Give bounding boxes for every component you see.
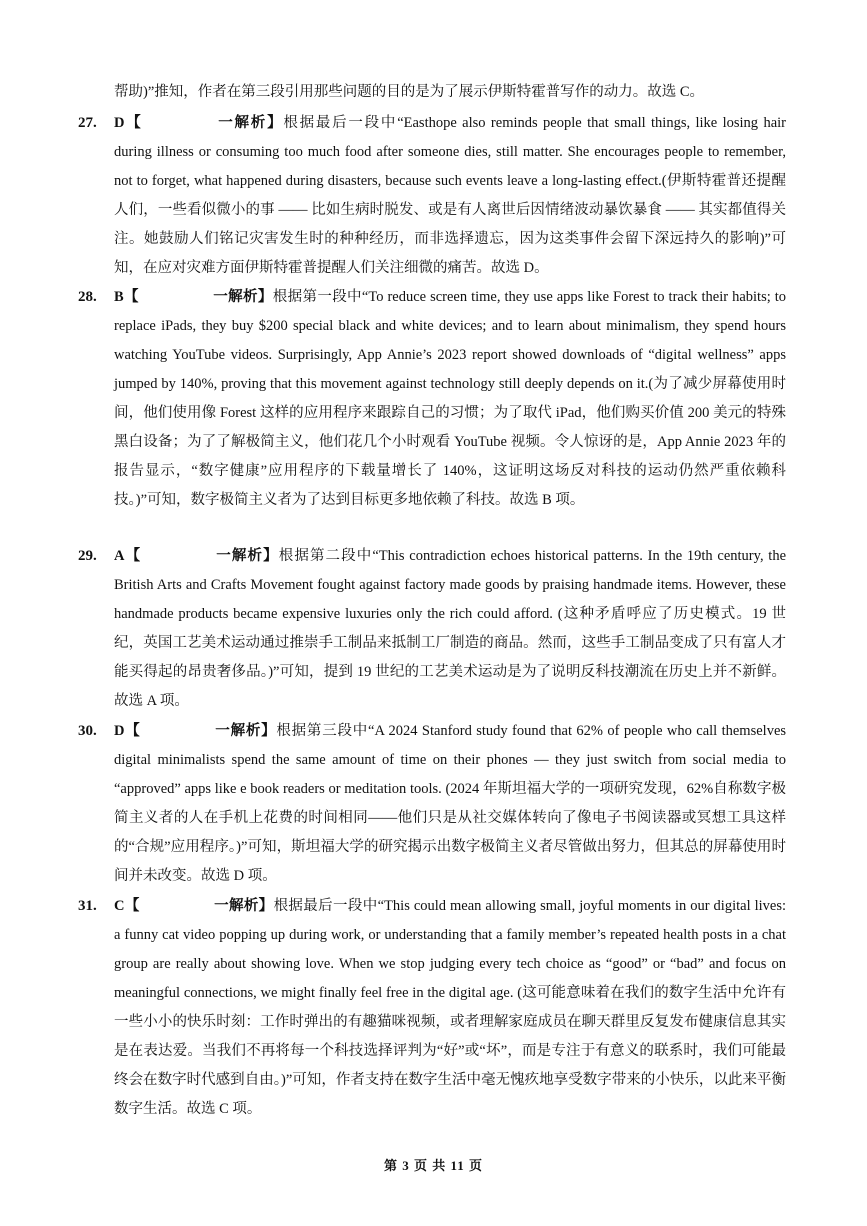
question-number: 30. — [78, 723, 97, 739]
answer-explanation — [114, 283, 786, 515]
answer-explanation — [114, 717, 786, 891]
page-footer: 第 3 页 共 11 页 — [383, 1158, 484, 1173]
explanation-text: 根据最后一段中“Easthope also reminds people that small things, like losing hair during illness or consuming too much food after someone dies, still matter. She encourages people to remember, not to forget, what happened during disasters, because such events leave a long-lasting effect.(伊斯特霍普还提醒人们，一些看似微小的事 —— 比如生病时脱发、或是有人离世后因情绪波动暴饮暴食 —— 其实都值得关注。她鼓励人们铭记灾害发生时的种种经历，而非选择遗忘，因为这类事件会留下深远持久的影响)”可知，在应对灾难方面伊斯特霍普提醒人们关注细微的痛苦。故选 D。 — [114, 115, 786, 276]
answer-item-30 — [78, 717, 786, 891]
answer-choice: D — [114, 115, 125, 131]
answer-item-31 — [78, 892, 786, 1124]
explanation-text: 根据第二段中“This contradiction echoes historical patterns. In the 19th century, the British Arts and Crafts Movement fought against factory made goods by praising handmade items. However, these handmade products became expensive luxuries only the rich could afford. (这种矛盾呼应了历史模式。19 世纪，英国工艺美术运动通过推崇手工制品来抵制工厂制造的商品。然而，这些手工制品变成了只有富人才能买得起的昂贵奢侈品。)”可知，提到 19 世纪的工艺美术运动是为了说明反科技潮流在历史上并不新鲜。故选 A 项。 — [114, 548, 787, 709]
answer-explanation — [114, 109, 786, 283]
answer-item-28 — [78, 283, 786, 515]
explanation-text: 根据第三段中“A 2024 Stanford study found that 62% of people who call themselves digital minimalists spend the same amount of time on their phones — they just switch from social media to “approved” apps like e book readers or meditation tools. (2024 年斯坦福大学的一项研究发现，62%自称数字极简主义者的人在手机上花费的时间相同——他们只是从社交媒体转向了像电子书阅读器或冥想工具这样的“合规”应用程序。)”可知，斯坦福大学的研究揭示出数字极简主义者尽管做出努力，但其总的屏幕使用时间并未改变。故选 D 项。 — [114, 723, 787, 884]
analysis-tag: 一解析】 — [213, 898, 274, 914]
bracket-open: 【 — [124, 548, 142, 564]
question-number: 29. — [78, 548, 97, 564]
analysis-tag: 一解析】 — [216, 115, 284, 131]
explanation-text: 根据最后一段中“This could mean allowing small, joyful moments in our digital lives: a funny cat video popping up during work, or understanding that a family member’s repeated health posts in a chat group are really about showing love. When we stop judging every tech choice as “good” or “bad” and focus on meaningful connections, we might finally feel free in the digital age. (这可能意味着在我们的数字生活中允许有一些小小的快乐时刻：工作时弹出的有趣猫咪视频，或者理解家庭成员在聊天群里反复发布健康信息其实是在表达爱。当我们不再将每一个科技选择评判为“好”或“坏”，而是专注于有意义的联系时，我们可能最终会在数字时代感到自由。)”可知，作者支持在数字生活中毫无愧疚地享受数字带来的小快乐，以此来平衡数字生活。故选 C 项。 — [114, 898, 787, 1117]
intro-paragraph: 帮助)”推知，作者在第三段引用那些问题的目的是为了展示伊斯特霍普写作的动力。故选 C。 — [114, 84, 705, 100]
question-number: 31. — [78, 898, 97, 914]
question-number: 27. — [78, 115, 97, 131]
bracket-open: 【 — [124, 898, 140, 914]
analysis-tag: 一解析】 — [215, 548, 279, 564]
bracket-open: 【 — [124, 723, 141, 739]
answer-choice: C — [114, 898, 125, 914]
answer-choice: D — [114, 723, 125, 739]
answer-explanation — [114, 542, 786, 716]
question-number: 28. — [78, 289, 97, 305]
bracket-open: 【 — [123, 289, 139, 305]
bracket-open: 【 — [124, 115, 143, 131]
answer-choice: B — [114, 289, 124, 305]
analysis-tag: 一解析】 — [214, 723, 277, 739]
analysis-tag: 一解析】 — [212, 289, 273, 305]
explanation-text: 根据第一段中“To reduce screen time, they use apps like Forest to track their habits; to replace iPads, they buy $200 special black and white devices; and to learn about minimalism, they spend hours watching YouTube videos. Surprisingly, App Annie’s 2023 report showed downloads of “digital wellness” apps jumped by 140%, proving that this movement against technology still deeply depends on it.(为了减少屏幕使用时间，他们使用像 Forest 这样的应用程序来跟踪自己的习惯；为了取代 iPad，他们购买价值 200 美元的特殊黑白设备；为了了解极简主义，他们花几个小时观看 YouTube 视频。令人惊讶的是，App Annie 2023 年的报告显示，“数字健康”应用程序的下载量增长了 140%，这证明这场反对科技的运动仍然严重依赖科技。)”可知，数字极简主义者为了达到目标更多地依赖了科技。故选 B 项。 — [114, 289, 787, 508]
answer-item-27 — [78, 109, 786, 283]
answer-explanation — [114, 892, 786, 1124]
answer-item-29 — [78, 542, 786, 716]
answer-choice: A — [114, 548, 125, 564]
